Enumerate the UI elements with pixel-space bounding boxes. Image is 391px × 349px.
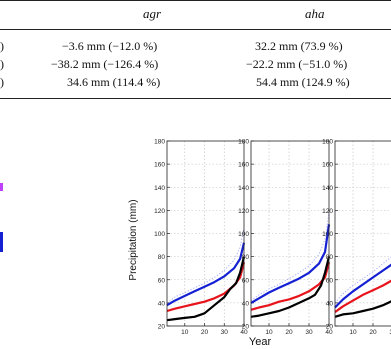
- x-axis-label: Year: [248, 336, 272, 348]
- y-tick-label: 120: [322, 207, 333, 215]
- x-tick-label: 30: [305, 329, 313, 336]
- x-tick-label: 40: [325, 329, 333, 336]
- x-tick-label: 10: [349, 329, 357, 336]
- x-tick-label: 20: [200, 329, 209, 336]
- x-tick-label: 10: [265, 329, 273, 336]
- y-tick-label: 80: [241, 254, 249, 262]
- chart-panel-3: [322, 139, 391, 337]
- x-tick-label: 40: [240, 329, 248, 336]
- y-tick-label: 100: [322, 231, 333, 238]
- y-tick-label: 180: [322, 138, 333, 146]
- y-tick-label: 140: [238, 184, 249, 192]
- y-tick-label: 100: [154, 231, 165, 238]
- row-1-agr: −3.6 mm (−12.0 %): [62, 39, 158, 53]
- y-tick-label: 80: [325, 254, 333, 262]
- row-1-aha: 32.2 mm (73.9 %): [255, 39, 343, 53]
- chart-panel-1: [154, 139, 248, 337]
- y-tick-label: 120: [154, 207, 165, 215]
- y-tick-label: 120: [238, 207, 249, 215]
- y-tick-label: 160: [238, 161, 249, 169]
- y-tick-label: 140: [322, 184, 333, 192]
- row-1-leading-glyph: ): [0, 39, 4, 53]
- row-3-aha: 54.4 mm (124.9 %): [256, 75, 350, 89]
- series-line-blue: [335, 203, 391, 307]
- y-tick-label: 160: [322, 161, 333, 169]
- y-tick-label: 160: [154, 161, 165, 169]
- series-line-blue: [167, 243, 244, 305]
- row-2-aha: −22.2 mm (−51.0 %): [246, 57, 348, 71]
- header-agr: agr: [143, 6, 162, 21]
- y-tick-label: 100: [238, 231, 249, 238]
- row-3-leading-glyph: ): [0, 75, 4, 89]
- x-tick-label: 20: [285, 329, 293, 336]
- y-tick-label: 40: [325, 300, 333, 308]
- y-tick-label: 20: [241, 323, 249, 331]
- chart-panel-2: [238, 139, 333, 337]
- y-tick-label: 20: [325, 323, 333, 331]
- series-line-dotted: [167, 228, 244, 303]
- row-3-agr: 34.6 mm (114.4 %): [67, 75, 161, 89]
- y-tick-label: 180: [154, 138, 165, 146]
- x-tick-label: 20: [369, 329, 377, 336]
- y-tick-label: 60: [325, 277, 333, 285]
- series-line-black: [335, 259, 391, 317]
- y-tick-label: 40: [157, 300, 165, 308]
- y-tick-label: 60: [241, 277, 249, 285]
- y-tick-label: 60: [157, 277, 165, 285]
- y-tick-label: 180: [238, 138, 249, 146]
- series-line-red: [335, 236, 391, 312]
- row-2-agr: −38.2 mm (−126.4 %): [51, 57, 159, 71]
- y-axis-label: Precipitation (mm): [128, 199, 139, 281]
- y-tick-label: 140: [154, 184, 165, 192]
- header-aha: aha: [305, 6, 325, 21]
- y-tick-label: 80: [157, 254, 165, 262]
- y-tick-label: 40: [241, 300, 249, 308]
- row-2-leading-glyph: ): [0, 57, 4, 71]
- x-tick-label: 30: [220, 329, 228, 336]
- series-line-black: [167, 257, 244, 321]
- x-tick-label: 10: [181, 329, 189, 336]
- y-tick-label: 20: [157, 323, 165, 331]
